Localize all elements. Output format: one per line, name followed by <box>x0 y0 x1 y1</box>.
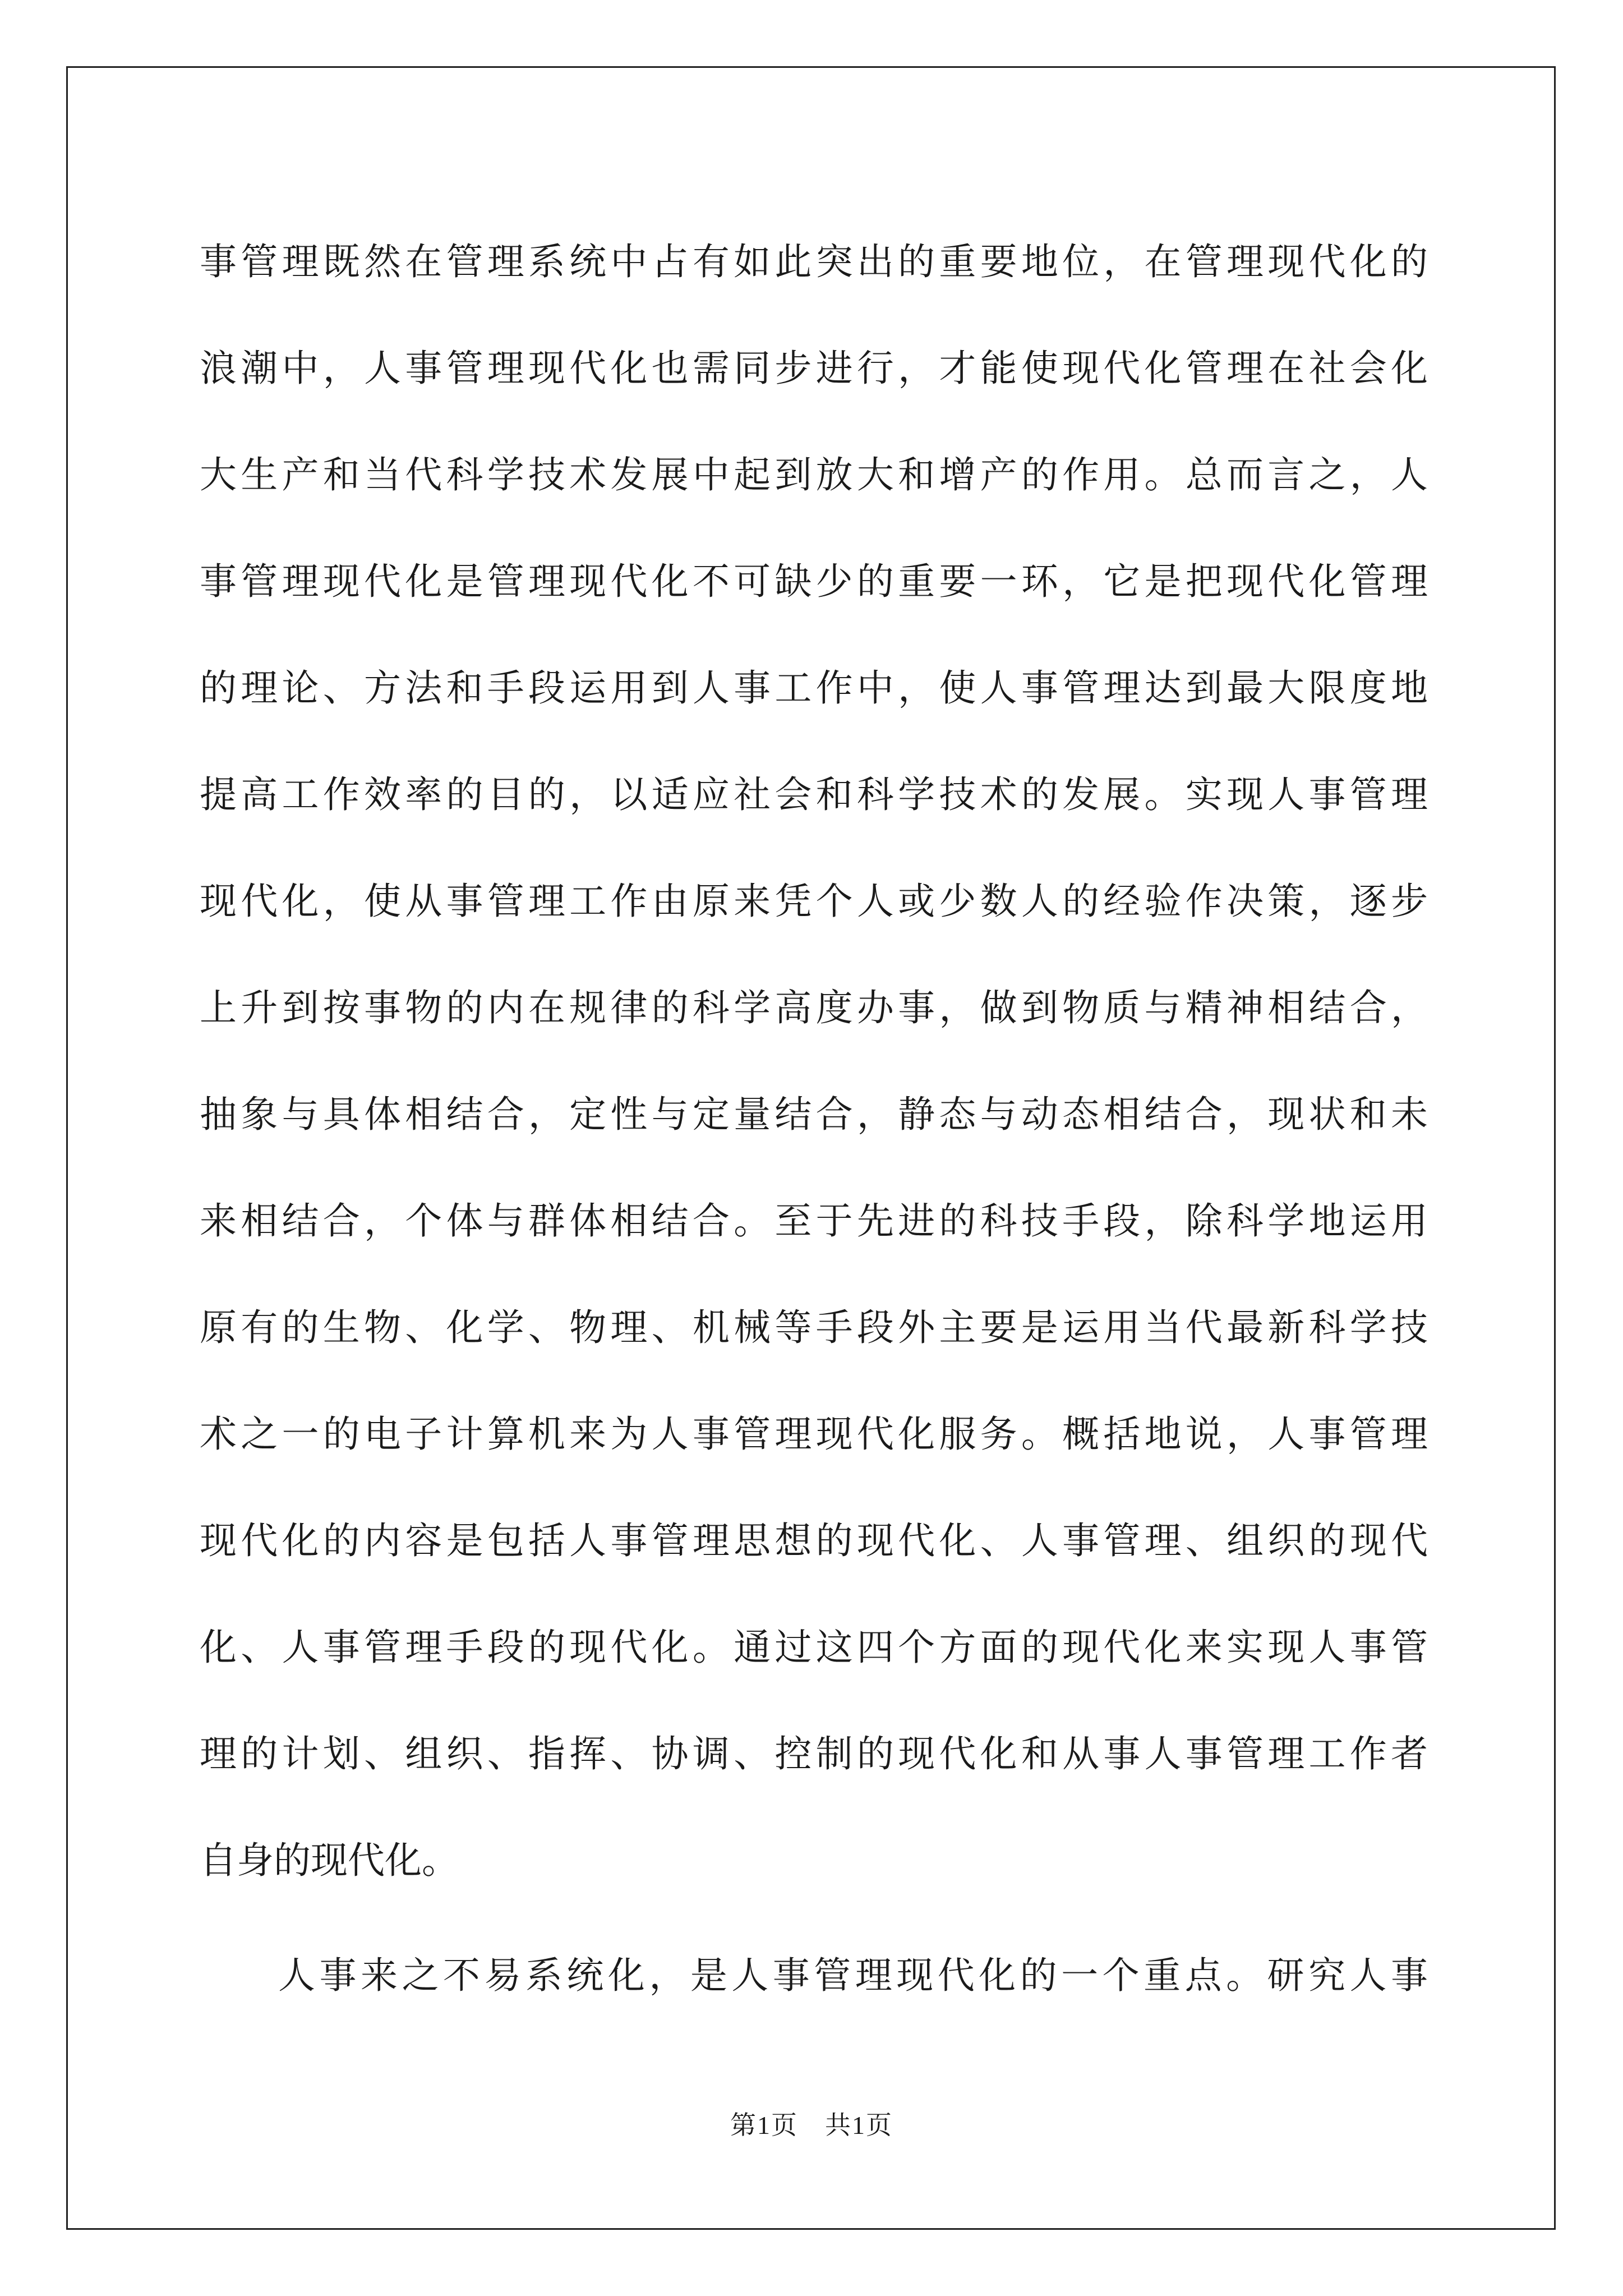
page-footer: 第1页 共1页 <box>730 2111 893 2139</box>
text-line: 化、人事管理手段的现代化。通过这四个方面的现代化来实现人事管 <box>200 1626 1428 1669</box>
text-line: 现代化，使从事管理工作由原来凭个人或少数人的经验作决策，逐步 <box>200 880 1428 923</box>
text-line: 原有的生物、化学、物理、机械等手段外主要是运用当代最新科学技 <box>200 1306 1428 1349</box>
text-line: 上升到按事物的内在规律的科学高度办事，做到物质与精神相结合， <box>200 986 1428 1029</box>
text-line: 人事来之不易系统化，是人事管理现代化的一个重点。研究人事 <box>278 1954 1428 1997</box>
document-paragraph-2 <box>200 1922 1428 2029</box>
text-line: 理的计划、组织、指挥、协调、控制的现代化和从事人事管理工作者 <box>200 1732 1428 1775</box>
text-line: 浪潮中，人事管理现代化也需同步进行，才能使现代化管理在社会化 <box>200 347 1428 390</box>
text-line: 的理论、方法和手段运用到人事工作中，使人事管理达到最大限度地 <box>200 666 1428 710</box>
text-line: 大生产和当代科学技术发展中起到放大和增产的作用。总而言之，人 <box>200 453 1428 496</box>
text-line: 现代化的内容是包括人事管理思想的现代化、人事管理、组织的现代 <box>200 1519 1428 1562</box>
text-line: 事管理既然在管理系统中占有如此突出的重要地位，在管理现代化的 <box>200 240 1428 283</box>
text-line: 事管理现代化是管理现代化不可缺少的重要一环，它是把现代化管理 <box>200 560 1428 603</box>
text-line: 术之一的电子计算机来为人事管理现代化服务。概括地说，人事管理 <box>200 1412 1428 1456</box>
document-paragraph-1 <box>200 209 1428 1914</box>
text-line: 自身的现代化。 <box>200 1839 459 1882</box>
text-line: 来相结合，个体与群体相结合。至于先进的科技手段，除科学地运用 <box>200 1199 1428 1243</box>
text-line: 抽象与具体相结合，定性与定量结合，静态与动态相结合，现状和未 <box>200 1093 1428 1136</box>
text-line: 提高工作效率的目的，以适应社会和科学技术的发展。实现人事管理 <box>200 773 1428 816</box>
